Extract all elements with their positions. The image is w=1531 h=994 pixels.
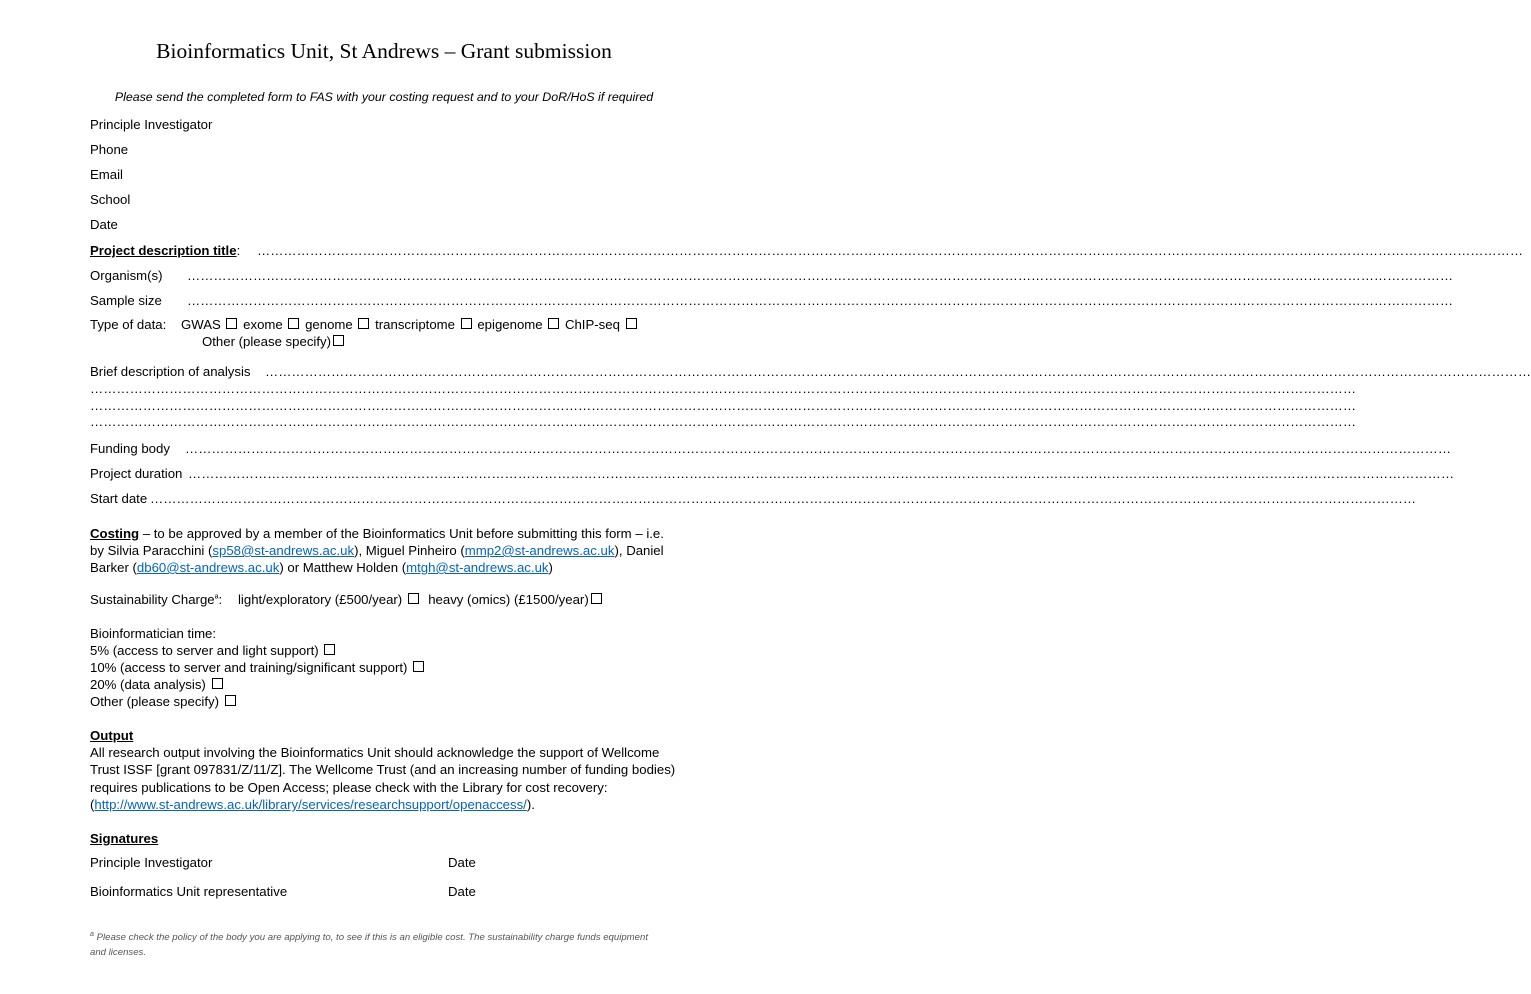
costing-intro-text: – to be approved by a member of the Bioinformatics Unit before submitting this form – i.e. [139,526,664,541]
project-duration-input[interactable]: ……………………………………………………………………………………………………………………………………………………………………………………………………………………………………………………………… [188,466,1454,481]
funding-body-input[interactable]: ……………………………………………………………………………………………………………………………………………………………………………………………………………………………………………………………… [185,441,1451,456]
open-access-link[interactable]: http://www.st-andrews.ac.uk/library/services/researchsupport/openaccess/ [94,797,527,812]
pi-signature-date-field[interactable]: Date [448,855,476,870]
sustainability-light-label: light/exploratory (£500/year) [238,592,403,607]
costing-text-d: Barker ( [90,560,137,575]
sustainability-label-text: Sustainability Charge [90,592,215,607]
project-title-label: Project description title [90,243,237,258]
sustainability-charge-label [90,592,222,607]
email-field-label[interactable]: Email [90,167,123,182]
time-5-checkbox[interactable] [324,644,335,655]
phone-field-label[interactable]: Phone [90,142,129,157]
type-other-label: Other (please specify) [202,334,331,349]
email-link-pinheiro[interactable]: mmp2@st-andrews.ac.uk [464,543,615,558]
email-link-paracchini[interactable]: sp58@st-andrews.ac.uk [212,543,355,558]
output-link-close: ). [526,797,535,812]
school-field-label[interactable]: School [90,192,131,207]
page-title: Bioinformatics Unit, St Andrews – Grant submission [156,39,612,63]
rep-signature-field[interactable]: Bioinformatics Unit representative [90,884,288,899]
time-option-5-label: 5% (access to server and light support) [90,643,319,658]
organism-label: Organism(s) [90,268,163,283]
time-option-20 [90,677,225,692]
time-option-10 [90,660,426,675]
output-text-line-2: Trust ISSF [grant 097831/Z/11/Z]. The Wellcome Trust (and an increasing number of funding bodies) [90,762,676,777]
gwas-checkbox[interactable] [226,318,237,329]
type-other-checkbox[interactable] [333,335,344,346]
time-other-checkbox[interactable] [225,695,236,706]
transcriptome-checkbox[interactable] [461,318,472,329]
time-20-checkbox[interactable] [212,678,223,689]
output-heading: Output [90,728,134,743]
output-text-line-3: requires publications to be Open Access; please check with the Library for cost recovery: [90,780,608,795]
brief-description-input-line-4[interactable]: ……………………………………………………………………………………………………………………………………………………………………………………………………………………………………………………………… [90,414,1356,429]
sustainability-heavy-label: heavy (omics) (£1500/year) [428,592,589,607]
costing-heading: Costing [90,526,140,541]
costing-text-e: ) or Matthew Holden ( [279,560,407,575]
time-option-other [90,694,238,709]
output-link-open: ( [90,797,95,812]
sustainability-footnote-mark: a [214,593,219,601]
project-title-input[interactable]: ……………………………………………………………………………………………………………………………………………………………………………………………………………………………………………………………… [257,243,1523,258]
date-field-label[interactable]: Date [90,217,118,232]
brief-description-input-line-2[interactable]: ……………………………………………………………………………………………………………………………………………………………………………………………………………………………………………………………… [90,381,1356,396]
output-text-line-1: All research output involving the Bioinformatics Unit should acknowledge the support of Wellcome [90,745,660,760]
option-gwas-label: GWAS [181,317,221,332]
email-link-barker[interactable]: db60@st-andrews.ac.uk [136,560,280,575]
option-transcriptome-label: transcriptome [375,317,455,332]
time-option-10-label: 10% (access to server and training/significant support) [90,660,408,675]
brief-description-input-line-3[interactable]: ……………………………………………………………………………………………………………………………………………………………………………………………………………………………………………………………… [90,398,1356,413]
option-genome-label: genome [305,317,353,332]
time-10-checkbox[interactable] [413,661,424,672]
option-exome-label: exome [243,317,283,332]
brief-description-input-line-1[interactable]: ……………………………………………………………………………………………………………………………………………………………………………………………………………………………………………………………… [265,364,1531,379]
genome-checkbox[interactable] [358,318,369,329]
project-title-row [90,243,1523,258]
project-title-colon: : [236,243,241,258]
sample-size-input[interactable]: ……………………………………………………………………………………………………………………………………………………………………………………………………………………………………………………………… [187,293,1453,308]
costing-text-c: ), Daniel [614,543,664,558]
brief-description-label: Brief description of analysis [90,364,251,379]
footnote [90,927,650,960]
signatures-heading: Signatures [90,831,159,846]
time-option-20-label: 20% (data analysis) [90,677,206,692]
footnote-mark: a [90,931,94,938]
start-date-input[interactable]: ……………………………………………………………………………………………………………………………………………………………………………………………………………………………………………………………… [150,491,1416,506]
start-date-label: Start date [90,491,148,506]
sustainability-colon: : [218,592,223,607]
epigenome-checkbox[interactable] [548,318,559,329]
type-of-data-options [181,317,639,332]
time-option-5 [90,643,337,658]
time-option-other-label: Other (please specify) [90,694,219,709]
email-link-holden[interactable]: mtgh@st-andrews.ac.uk [406,560,549,575]
project-duration-label: Project duration [90,466,183,481]
type-other-row [202,334,346,349]
sustainability-light-checkbox[interactable] [408,593,419,604]
organism-input[interactable]: ……………………………………………………………………………………………………………………………………………………………………………………………………………………………………………………………… [187,268,1453,283]
pi-signature-field[interactable]: Principle Investigator [90,855,213,870]
option-chipseq-label: ChIP-seq [564,317,620,332]
costing-intro-line-3 [90,560,553,575]
funding-body-label: Funding body [90,441,170,456]
pi-field-label[interactable]: Principle Investigator [90,117,213,132]
option-epigenome-label: epigenome [477,317,543,332]
output-link-line [90,797,535,812]
sustainability-options [238,592,604,607]
type-of-data-label: Type of data: [90,317,167,332]
footnote-text: Please check the policy of the body you are applying to, to see if this is an eligible cost. The sustainability charge funds equipment and licenses. [90,932,649,959]
costing-text-a: by Silvia Paracchini ( [90,543,213,558]
sustainability-heavy-checkbox[interactable] [591,593,602,604]
costing-intro-line-1 [90,526,664,541]
costing-text-b: ), Miguel Pinheiro ( [354,543,465,558]
exome-checkbox[interactable] [288,318,299,329]
bioinformatician-time-heading: Bioinformatician time: [90,626,217,641]
costing-intro-line-2 [90,543,664,558]
form-instruction: Please send the completed form to FAS with your costing request and to your DoR/HoS if required [114,90,654,104]
chipseq-checkbox[interactable] [626,318,637,329]
sample-size-label: Sample size [90,293,162,308]
costing-text-f: ) [548,560,553,575]
rep-signature-date-field[interactable]: Date [448,884,476,899]
